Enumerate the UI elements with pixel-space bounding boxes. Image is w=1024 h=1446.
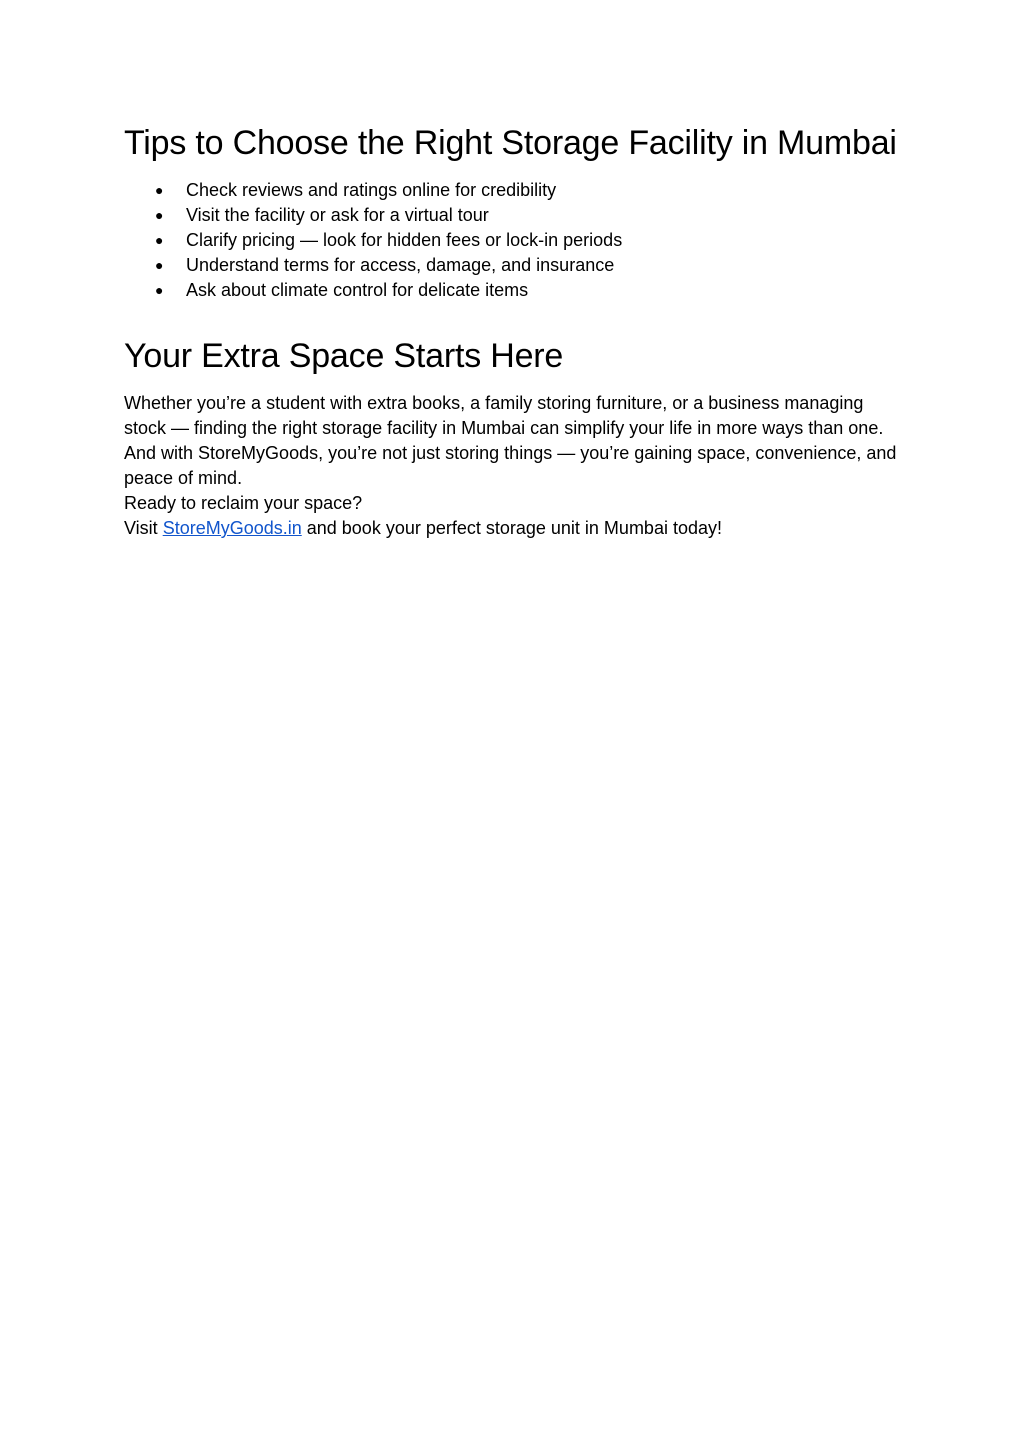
cta-line: Ready to reclaim your space? bbox=[124, 493, 363, 513]
visit-suffix: and book your perfect storage unit in Mumbai today! bbox=[301, 518, 722, 538]
bullet-icon: ● bbox=[155, 257, 164, 273]
list-item-text: Understand terms for access, damage, and insurance bbox=[186, 255, 615, 275]
visit-line bbox=[124, 516, 904, 541]
list-item-text: Clarify pricing — look for hidden fees or lock-in periods bbox=[186, 230, 623, 250]
list-item bbox=[124, 278, 904, 303]
list-item bbox=[124, 203, 904, 228]
document-content bbox=[124, 120, 904, 541]
storemygoods-link[interactable]: StoreMyGoods.in bbox=[162, 518, 302, 538]
bullet-icon: ● bbox=[155, 232, 164, 248]
intro-paragraph: Whether you’re a student with extra books, a family storing furniture, or a business managing stock — finding the right storage facility in Mumbai can simplify your life in more ways than one. And with StoreMyGoods, you’re not just storing things — you’re gaining space, convenience, and peace of mind. bbox=[124, 393, 897, 488]
list-item-text: Check reviews and ratings online for credibility bbox=[186, 180, 557, 200]
visit-prefix: Visit bbox=[124, 518, 163, 538]
list-item bbox=[124, 253, 904, 278]
list-item bbox=[124, 178, 904, 203]
list-item-text: Ask about climate control for delicate items bbox=[186, 280, 529, 300]
bullet-icon: ● bbox=[155, 207, 164, 223]
tips-list bbox=[124, 178, 904, 303]
list-item bbox=[124, 228, 904, 253]
list-item-text: Visit the facility or ask for a virtual tour bbox=[186, 205, 489, 225]
bullet-icon: ● bbox=[155, 182, 164, 198]
tips-heading: Tips to Choose the Right Storage Facility in Mumbai bbox=[124, 124, 897, 162]
extra-space-heading: Your Extra Space Starts Here bbox=[124, 337, 564, 375]
bullet-icon: ● bbox=[155, 282, 164, 298]
